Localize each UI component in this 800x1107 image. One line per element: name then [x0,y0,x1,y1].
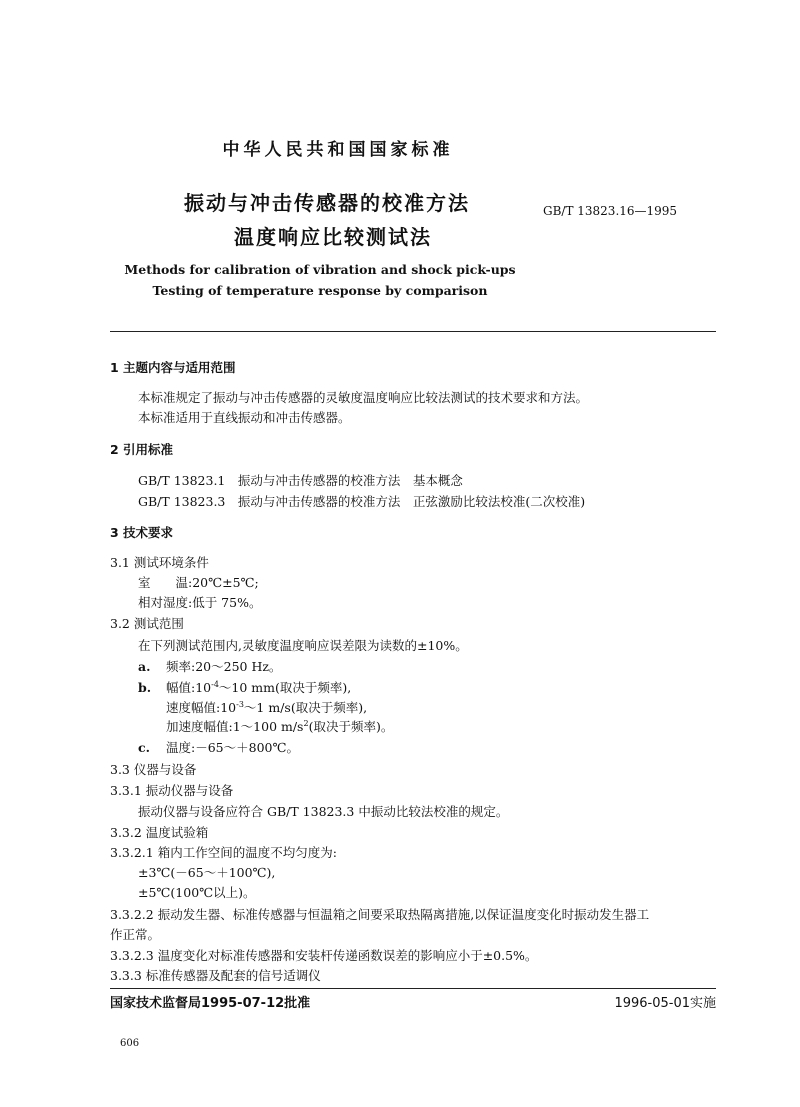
paragraph: 本标准适用于直线振动和冲击传感器。 [138,410,351,425]
list-item: 频率:20～250 Hz。 [166,659,282,674]
text: ～1 m/s(取决于频率), [243,700,368,715]
text: ～10 mm(取决于频率), [218,680,352,695]
clause-text: 3.3.2.2 振动发生器、标准传感器与恒温箱之间要采取热隔离措施,以保证温度变化时振动发生器工 [110,907,650,922]
clause-heading: 3.3.3 标准传感器及配套的信号适调仪 [110,968,321,983]
reference-code: GB/T 13823.1 [138,473,226,488]
paragraph: 振动仪器与设备应符合 GB/T 13823.3 中振动比较法校准的规定。 [138,804,509,819]
effective-date: 1996-05-01实施 [614,996,716,1011]
section-1-heading: 1 主题内容与适用范围 [110,360,236,375]
text: (取决于频率)。 [308,719,394,734]
paragraph: ±5℃(100℃以上)。 [138,885,256,900]
exponent: 2 [303,718,309,728]
list-item [166,680,351,696]
list-marker: c. [138,740,150,755]
list-item: 温度:－65～＋800℃。 [166,740,299,755]
paragraph: 在下列测试范围内,灵敏度温度响应误差限为读数的±10%。 [138,638,468,653]
exponent: -4 [211,679,219,689]
clause-heading: 3.3.2.1 箱内工作空间的温度不均匀度为: [110,845,337,860]
clause-heading: 3.2 测试范围 [110,616,184,631]
clause-heading: 3.3.2 温度试验箱 [110,825,209,840]
paragraph: 本标准规定了振动与冲击传感器的灵敏度温度响应比较法测试的技术要求和方法。 [138,390,589,405]
reference-item [138,473,463,489]
reference-title: 振动与冲击传感器的校准方法 基本概念 [237,473,463,488]
standard-code: GB/T 13823.16—1995 [543,204,678,218]
issuing-org: 中华人民共和国国家标准 [222,140,454,160]
section-3-heading: 3 技术要求 [110,525,174,540]
text: 幅值:10 [166,680,212,695]
list-item [166,700,367,716]
paragraph: 相对湿度:低于 75%。 [138,595,262,610]
paragraph: ±3℃(－65～＋100℃), [138,865,276,880]
title-en-line1: Methods for calibration of vibration and shock pick-ups [124,262,516,277]
title-en-line2: Testing of temperature response by comparison [152,283,488,298]
text: 速度幅值:10 [166,700,237,715]
header-divider [110,331,716,332]
footer-divider [110,988,716,989]
reference-item [138,494,585,510]
clause-text: 3.3.2.3 温度变化对标准传感器和安装杆传递函数误差的影响应小于±0.5%。 [110,948,538,963]
paragraph: 室 温:20℃±5℃; [138,575,259,590]
clause-heading: 3.3.1 振动仪器与设备 [110,783,234,798]
title-cn-line1: 振动与冲击传感器的校准方法 [184,191,470,215]
list-marker: a. [138,659,151,674]
clause-text: 作正常。 [110,927,161,942]
list-item [166,719,393,735]
reference-code: GB/T 13823.3 [138,494,226,509]
exponent: -3 [236,699,244,709]
approval-date: 国家技术监督局1995-07-12批准 [110,996,311,1011]
text: 加速度幅值:1～100 m/s [166,719,304,734]
clause-heading: 3.3 仪器与设备 [110,762,197,777]
list-marker: b. [138,680,152,695]
title-cn-line2: 温度响应比较测试法 [234,225,432,249]
page-number: 606 [120,1038,140,1049]
reference-title: 振动与冲击传感器的校准方法 正弦激励比较法校准(二次校准) [237,494,586,509]
section-2-heading: 2 引用标准 [110,442,174,457]
clause-heading: 3.1 测试环境条件 [110,555,209,570]
